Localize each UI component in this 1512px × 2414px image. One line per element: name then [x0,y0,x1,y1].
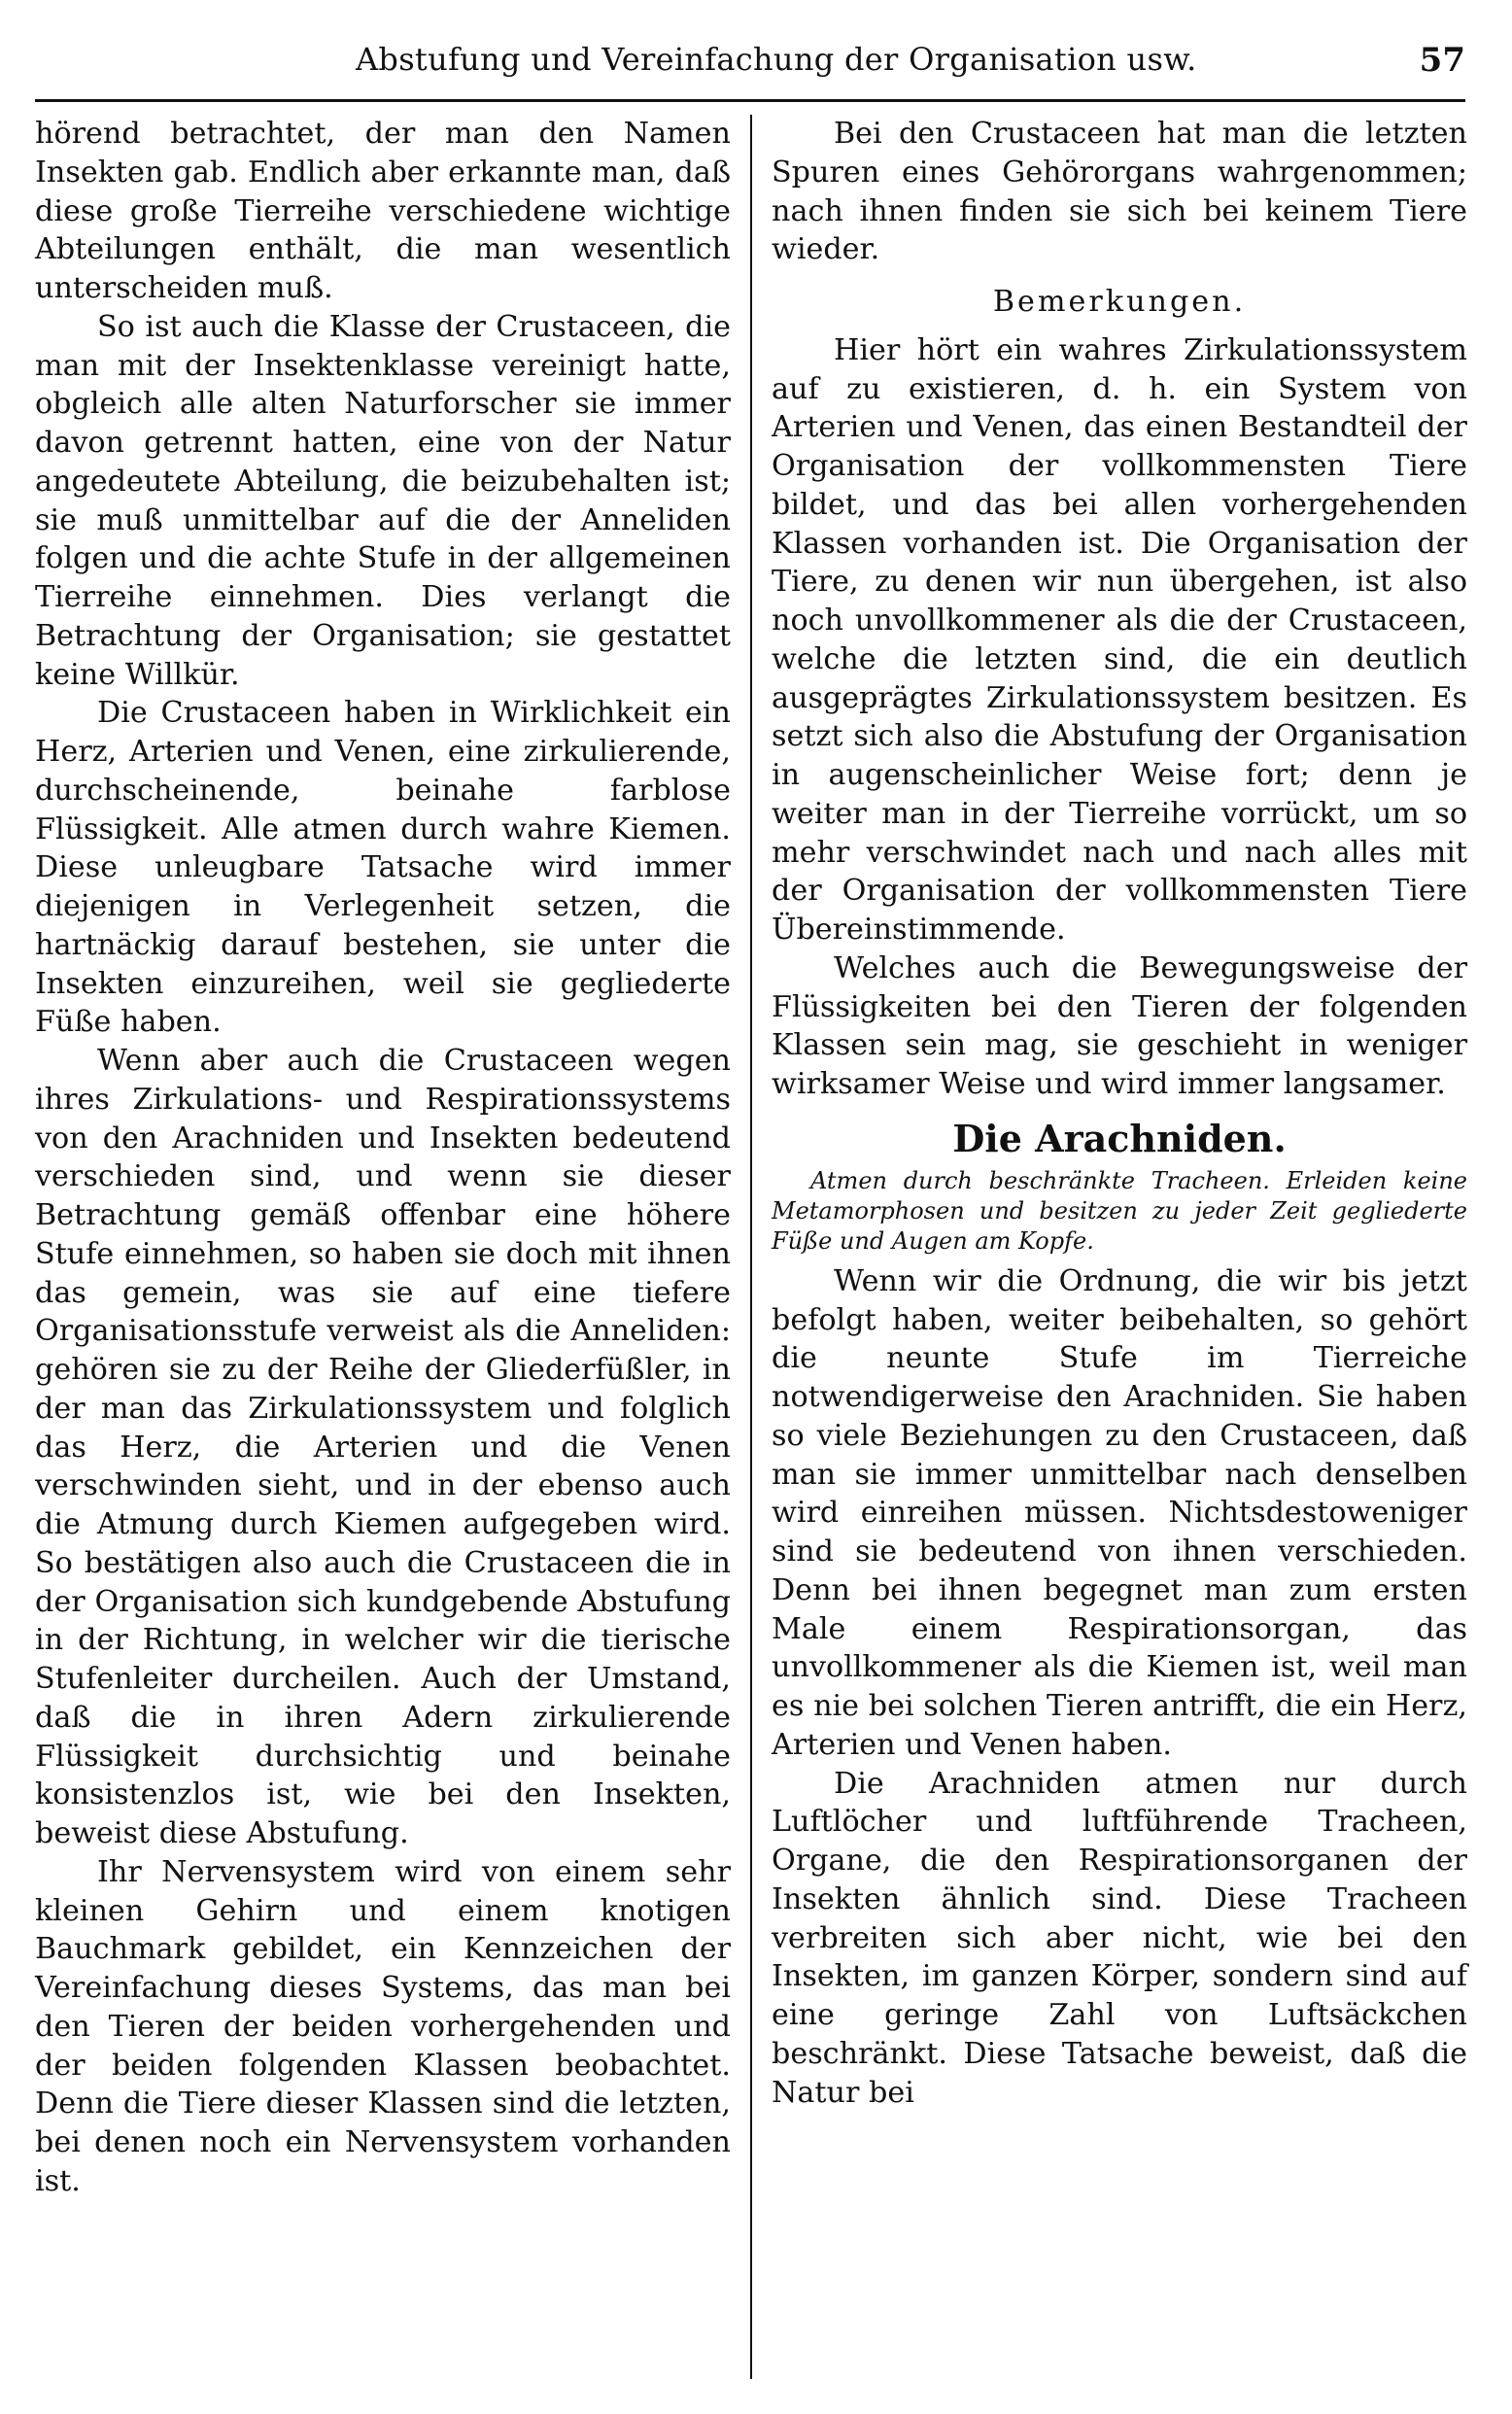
page-number: 57 [1419,41,1465,80]
left-column [35,115,731,2201]
right-column [772,115,1467,2112]
right-paragraph-1: Bei den Crustaceen hat man die letzten Spuren eines Gehörorgans wahrgenommen; nach ihnen finden sie sich bei keinem Tiere wieder. [772,117,1467,267]
column-divider [750,115,752,2379]
right-paragraph-2: Hier hört ein wahres Zirkulationssystem auf zu existieren, d. h. ein System von Arterien und Venen, das einen Bestandteil der Organisation der vollkommensten Tiere bildet, und das bei allen vorhergehenden Klassen vorhanden ist. Die Organisation der Tiere, zu denen wir nun übergehen, ist also noch unvollkommener als die der Crustaceen, welche die letzten sind, die ein deutlich ausgeprägtes Zirkulationssystem besitzen. Es setzt sich also die Abstufung der Organisation in augenscheinlicher Weise fort; denn je weiter man in der Tierreihe vorrückt, um so mehr verschwindet nach und nach alles mit der Organisation der vollkommensten Tiere Übereinstimmende. [772,332,1467,947]
right-paragraph-3: Welches auch die Bewegungsweise der Flüssigkeiten bei den Tieren der folgenden Klassen sein mag, sie geschieht in weniger wirksamer Weise und wird immer langsamer. [772,950,1467,1101]
right-paragraph-4: Wenn wir die Ordnung, die wir bis jetzt befolgt haben, weiter beibehalten, so gehört die neunte Stufe im Tierreiche notwendigerweise den Arachniden. Sie haben so viele Beziehungen zu den Crustaceen, daß man sie immer unmittelbar nach denselben wird einreihen müssen. Nichtsdestoweniger sind sie bedeutend von ihnen verschieden. Denn bei ihnen begegnet man zum ersten Male einem Respirationsorgan, das unvollkommener als die Kiemen ist, weil man es nie bei solchen Tieren antrifft, die ein Herz, Arterien und Venen haben. [772,1263,1467,1762]
section-title: Die Arachniden. [952,1116,1287,1160]
page-header [35,37,1465,95]
remarks-heading: Bemerkungen. [992,285,1247,319]
left-paragraph-2: So ist auch die Klasse der Crustaceen, die man mit der Insektenklasse vereinigt hatte, obgleich alle alten Naturforscher sie immer davon getrennt hatten, eine von der Natur angedeutete Abteilung, die beizubehalten ist; sie muß unmittelbar auf die der Anneliden folgen und die achte Stufe in der allgemeinen Tierreihe einnehmen. Dies verlangt die Betrachtung der Organisation; sie gestattet keine Willkür. [35,309,731,692]
left-paragraph-3: Die Crustaceen haben in Wirklichkeit ein Herz, Arterien und Venen, eine zirkulierende, durchscheinende, beinahe farblose Flüssigkeit. Alle atmen durch wahre Kiemen. Diese unleugbare Tatsache wird immer diejenigen in Verlegenheit setzen, die hartnäckig darauf bestehen, sie unter die Insekten einzureihen, weil sie gegliederte Füße haben. [35,696,731,1040]
right-paragraph-5: Die Arachniden atmen nur durch Luftlöcher und luftführende Tracheen, Organe, die den Respirationsorganen der Insekten ähnlich sind. Diese Tracheen verbreiten sich aber nicht, wie bei den Insekten, im ganzen Körper, sondern sind auf eine geringe Zahl von Luftsäckchen beschränkt. Diese Tatsache beweist, daß die Natur bei [772,1766,1467,2110]
running-title: Abstufung und Vereinfachung der Organisation usw. [356,41,1197,78]
left-paragraph-5: Ihr Nervensystem wird von einem sehr kleinen Gehirn und einem knotigen Bauchmark gebildet, ein Kennzeichen der Vereinfachung dieses Systems, das man bei den Tieren der beiden vorhergehenden und der beiden folgenden Klassen beobachtet. Denn die Tiere dieser Klassen sind die letzten, bei denen noch ein Nervensystem vorhanden ist. [35,1854,731,2198]
left-paragraph-4: Wenn aber auch die Crustaceen wegen ihres Zirkulations- und Respirationssystems von den Arachniden und Insekten bedeutend verschieden sind, und wenn sie dieser Betrachtung gemäß offenbar eine höhere Stufe einnehmen, so haben sie doch mit ihnen das gemein, was sie auf eine tiefere Organisationsstufe verweist als die Anneliden: gehören sie zu der Reihe der Gliederfüßler, in der man das Zirkulationssystem und folglich das Herz, die Arterien und die Venen verschwinden sieht, und in der ebenso auch die Atmung durch Kiemen aufgegeben wird. So bestätigen also auch die Crustaceen die in der Organisation sich kundgebende Abstufung in der Richtung, in welcher wir die tierische Stufenleiter durcheilen. Auch der Umstand, daß die in ihren Adern zirkulierende Flüssigkeit durchsichtig und beinahe konsistenzlos ist, wie bei den Insekten, beweist diese Abstufung. [35,1044,731,1850]
header-rule [35,99,1465,102]
left-paragraph-1: hörend betrachtet, der man den Namen Insekten gab. Endlich aber erkannte man, daß diese große Tierreihe verschiedene wichtige Abteilungen enthält, die man wesentlich unterscheiden muß. [35,117,731,305]
section-summary: Atmen durch beschränkte Tracheen. Erleiden keine Metamorphosen und besitzen zu jeder Zeit gegliederte Füße und Augen am Kopfe. [772,1166,1467,1255]
